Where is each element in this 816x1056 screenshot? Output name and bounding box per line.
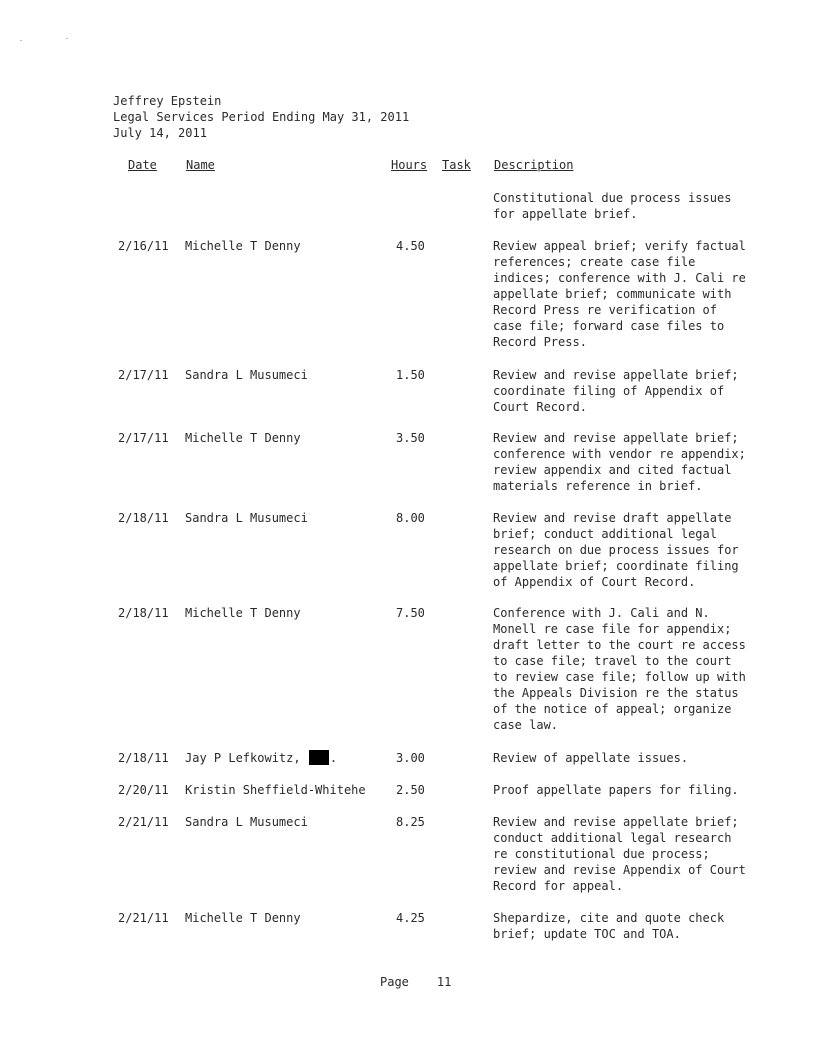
entry-description: Review and revise appellate brief; conduct additional legal research re constitutional due process; review and revise Appendix of Court Record for appeal. [493,815,746,893]
entry-date: 2/17/11 [118,368,169,382]
entry-name: Kristin Sheffield-Whitehe [185,783,366,797]
entry-hours: 1.50 [396,368,425,382]
entry-date: 2/18/11 [118,511,169,525]
page-label: Page [380,975,409,989]
entry-name: Sandra L Musumeci [185,511,308,525]
redaction-box [309,750,329,765]
page-footer [380,974,451,990]
entry-description: Review of appellate issues. [493,751,689,765]
page-number: 11 [436,975,452,989]
entry-description: Review and revise appellate brief; conference with vendor re appendix; review appendix and cited factual materials reference in brief. [493,431,746,493]
document-header [113,93,409,141]
scan-speck [66,38,68,39]
entry-hours: 3.50 [396,431,425,445]
entry-date: 2/18/11 [118,751,169,765]
entry-name: Jay P Lefkowitz, . [185,751,338,765]
entry-name: Michelle T Denny [185,911,301,925]
entry-description: Review and revise appellate brief; coordinate filing of Appendix of Court Record. [493,368,739,414]
document-date: July 14, 2011 [113,126,207,140]
entry-hours: 3.00 [396,751,425,765]
entry-hours: 8.00 [396,511,425,525]
column-header-description: Description [494,158,574,172]
entry-description: Conference with J. Cali and N. Monell re case file for appendix; draft letter to the court re access to case file; travel to the court to review case file; follow up with the Appeals Division re the status of the notice of appeal; organize case law. [493,606,746,732]
billing-period: Legal Services Period Ending May 31, 2011 [113,110,410,124]
column-header-name: Name [186,158,215,172]
column-header-task: Task [442,158,471,172]
column-header-hours: Hours [391,158,428,172]
entry-description: Shepardize, cite and quote check brief; update TOC and TOA. [493,911,725,941]
entry-hours: 8.25 [396,815,425,829]
entry-date: 2/20/11 [118,783,169,797]
entry-date: 2/21/11 [118,911,169,925]
entry-description: Review and revise draft appellate brief; conduct additional legal research on due process issues for appellate brief; coordinate filing of Appendix of Court Record. [493,511,739,589]
entry-date: 2/17/11 [118,431,169,445]
entry-hours: 7.50 [396,606,425,620]
entry-name: Michelle T Denny [185,431,301,445]
entry-description: Review appeal brief; verify factual references; create case file indices; conference with J. Cali re appellate brief; communicate with Record Press re verification of case file; forward case files to Record Press. [493,239,746,349]
scan-speck [20,40,22,41]
entry-hours: 2.50 [396,783,425,797]
entry-date: 2/18/11 [118,606,169,620]
entry-name: Michelle T Denny [185,239,301,253]
entry-date: 2/21/11 [118,815,169,829]
entry-name: Sandra L Musumeci [185,368,308,382]
entry-name: Michelle T Denny [185,606,301,620]
entry-description: Proof appellate papers for filing. [493,783,739,797]
entry-name: Sandra L Musumeci [185,815,308,829]
column-header-date: Date [128,158,157,172]
entry-hours: 4.25 [396,911,425,925]
entry-hours: 4.50 [396,239,425,253]
entry-date: 2/16/11 [118,239,169,253]
client-name: Jeffrey Epstein [113,94,222,108]
entry-description: Constitutional due process issues for appellate brief. [493,191,732,221]
